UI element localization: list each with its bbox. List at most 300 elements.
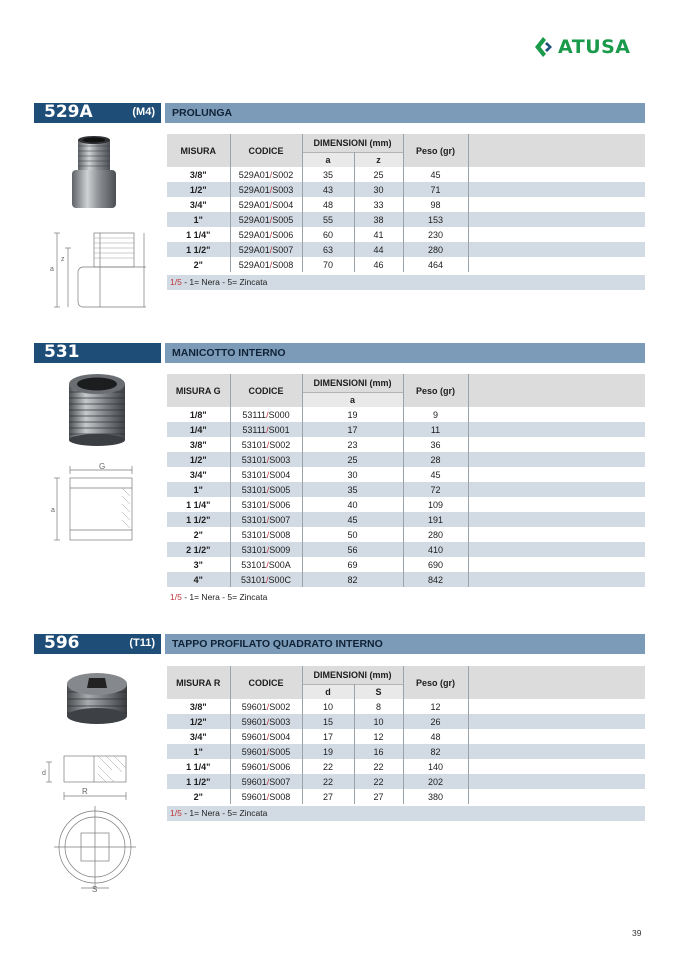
col-header-weight: Peso (gr) [403, 134, 468, 167]
product-code: 531 [44, 342, 80, 362]
code-slash: / [266, 499, 270, 510]
cell-size: 1 1/2" [167, 774, 230, 789]
cell-code [230, 744, 302, 759]
code-slash: / [266, 514, 270, 525]
table-row [167, 467, 645, 482]
product-photo-529a [66, 134, 126, 214]
cell-dim-a: 35 [302, 482, 403, 497]
cell-dim-z: 41 [354, 227, 403, 242]
code-suffix: S002 [272, 169, 294, 180]
cell-blank [468, 572, 645, 587]
cell-dim-a: 19 [302, 407, 403, 422]
cell-size: 1 1/4" [167, 759, 230, 774]
code-prefix: 529A01 [238, 169, 270, 180]
dim-label: R [82, 787, 88, 796]
footnote-prefix: 1/5 [170, 592, 182, 602]
cell-dim-a: 25 [302, 452, 403, 467]
cell-dim-d: 10 [302, 699, 354, 714]
table-row [167, 452, 645, 467]
code-suffix: S004 [269, 469, 291, 480]
code-suffix: S003 [269, 716, 291, 727]
cell-weight: 82 [403, 744, 468, 759]
cell-weight: 140 [403, 759, 468, 774]
dim-label: G [99, 462, 106, 471]
col-header-code: CODICE [230, 134, 302, 167]
cell-weight: 48 [403, 729, 468, 744]
code-suffix: S008 [269, 791, 291, 802]
cell-size: 2 1/2" [167, 542, 230, 557]
cell-blank [468, 699, 645, 714]
cell-blank [468, 182, 645, 197]
cell-weight: 230 [403, 227, 468, 242]
code-slash: / [269, 169, 273, 180]
cell-dim-z: 25 [354, 167, 403, 182]
cell-dim-z: 46 [354, 257, 403, 272]
cell-dim-z: 30 [354, 182, 403, 197]
footnote-text: - 1= Nera - 5= Zincata [181, 277, 268, 287]
product-title-bar [165, 634, 645, 654]
code-prefix: 529A01 [238, 199, 270, 210]
code-suffix: S006 [269, 761, 291, 772]
cell-code [230, 437, 302, 452]
cell-code [230, 182, 302, 197]
table-row [167, 167, 645, 182]
col-header-dims: DIMENSIONI (mm) [302, 374, 403, 392]
dim-label: d [42, 770, 46, 777]
table-row [167, 512, 645, 527]
code-suffix: S00C [268, 574, 292, 585]
table-row [167, 482, 645, 497]
cell-dim-a: 30 [302, 467, 403, 482]
cell-size: 2" [167, 789, 230, 804]
code-prefix: 529A01 [238, 259, 270, 270]
table-footnote [167, 590, 645, 605]
spec-table-531 [167, 374, 645, 587]
table-row [167, 557, 645, 572]
cell-size: 3/8" [167, 699, 230, 714]
cell-weight: 690 [403, 557, 468, 572]
table-row [167, 422, 645, 437]
cell-weight: 98 [403, 197, 468, 212]
code-slash: / [266, 424, 269, 435]
cell-blank [468, 542, 645, 557]
code-slash: / [269, 214, 273, 225]
code-suffix: S007 [269, 514, 291, 525]
code-slash: / [266, 544, 270, 555]
cell-blank [468, 744, 645, 759]
table-row [167, 774, 645, 789]
dim-label: a [50, 266, 54, 273]
cell-blank [468, 452, 645, 467]
code-slash: / [266, 701, 270, 712]
cell-size: 1/2" [167, 182, 230, 197]
cell-size: 1 1/2" [167, 242, 230, 257]
code-prefix: 59601 [241, 701, 267, 712]
code-prefix: 529A01 [238, 184, 270, 195]
code-slash: / [269, 244, 273, 255]
table-row [167, 437, 645, 452]
technical-drawing-529a [50, 228, 146, 312]
cell-dim-z: 44 [354, 242, 403, 257]
product-code: 596 [44, 633, 80, 653]
product-title: PROLUNGA [172, 107, 233, 119]
cell-size: 1 1/4" [167, 497, 230, 512]
cell-weight: 380 [403, 789, 468, 804]
code-slash: / [266, 409, 269, 420]
cell-dim-a: 63 [302, 242, 354, 257]
footnote-text: - 1= Nera - 5= Zincata [181, 592, 268, 602]
cell-blank [468, 467, 645, 482]
code-suffix: S008 [269, 529, 291, 540]
table-row [167, 212, 645, 227]
cell-code [230, 497, 302, 512]
cell-dim-s: 27 [354, 789, 403, 804]
code-suffix: S004 [269, 731, 291, 742]
cell-blank [468, 422, 645, 437]
col-header-dim-s: S [354, 684, 403, 699]
cell-blank [468, 759, 645, 774]
spec-table-529a [167, 134, 645, 272]
cell-weight: 11 [403, 422, 468, 437]
cell-size: 3/4" [167, 197, 230, 212]
cell-dim-z: 33 [354, 197, 403, 212]
footnote-text: - 1= Nera - 5= Zincata [181, 808, 268, 818]
code-slash: / [266, 791, 270, 802]
cell-code [230, 452, 302, 467]
code-slash: / [266, 716, 270, 727]
code-slash: / [266, 761, 270, 772]
cell-weight: 153 [403, 212, 468, 227]
brand-name: ATUSA [558, 36, 631, 58]
cell-blank [468, 437, 645, 452]
cell-dim-a: 82 [302, 572, 403, 587]
code-suffix: S006 [272, 229, 294, 240]
cell-weight: 191 [403, 512, 468, 527]
code-prefix: 53101 [241, 484, 267, 495]
cell-code [230, 227, 302, 242]
cell-dim-d: 22 [302, 774, 354, 789]
cell-size: 1" [167, 482, 230, 497]
code-prefix: 59601 [241, 776, 267, 787]
section-531 [0, 343, 678, 363]
cell-blank [468, 227, 645, 242]
cell-blank [468, 497, 645, 512]
cell-dim-s: 10 [354, 714, 403, 729]
code-slash: / [266, 731, 270, 742]
table-row [167, 572, 645, 587]
code-prefix: 59601 [241, 746, 267, 757]
code-suffix: S006 [269, 499, 291, 510]
col-header-dim-z: z [354, 152, 403, 167]
code-prefix: 529A01 [238, 244, 270, 255]
code-prefix: 53101 [241, 559, 267, 570]
cell-weight: 842 [403, 572, 468, 587]
code-slash: / [269, 184, 273, 195]
cell-dim-a: 70 [302, 257, 354, 272]
product-code-bar [34, 103, 161, 123]
cell-size: 1 1/4" [167, 227, 230, 242]
cell-code [230, 212, 302, 227]
cell-dim-a: 45 [302, 512, 403, 527]
product-title-bar [165, 343, 645, 363]
cell-code [230, 467, 302, 482]
col-header-blank [468, 666, 645, 699]
cell-dim-d: 27 [302, 789, 354, 804]
cell-weight: 280 [403, 242, 468, 257]
cell-blank [468, 167, 645, 182]
table-row [167, 257, 645, 272]
code-slash: / [266, 529, 270, 540]
cell-code [230, 407, 302, 422]
code-prefix: 53101 [241, 499, 267, 510]
code-suffix: S003 [272, 184, 294, 195]
dim-label: a [51, 507, 55, 514]
code-suffix: S009 [269, 544, 291, 555]
col-header-weight: Peso (gr) [403, 666, 468, 699]
code-suffix: S008 [272, 259, 294, 270]
code-prefix: 53101 [240, 574, 266, 585]
cell-dim-d: 17 [302, 729, 354, 744]
cell-weight: 28 [403, 452, 468, 467]
cell-dim-a: 50 [302, 527, 403, 542]
cell-weight: 410 [403, 542, 468, 557]
cell-size: 1/2" [167, 714, 230, 729]
code-suffix: S00A [268, 559, 291, 570]
cell-blank [468, 407, 645, 422]
cell-code [230, 572, 302, 587]
cell-size: 1" [167, 744, 230, 759]
code-suffix: S005 [269, 484, 291, 495]
cell-weight: 72 [403, 482, 468, 497]
col-header-weight: Peso (gr) [403, 374, 468, 407]
cell-blank [468, 212, 645, 227]
cell-size: 1/4" [167, 422, 230, 437]
cell-dim-a: 17 [302, 422, 403, 437]
code-suffix: S004 [272, 199, 294, 210]
cell-dim-a: 60 [302, 227, 354, 242]
cell-code [230, 699, 302, 714]
col-header-blank [468, 374, 645, 407]
product-title: MANICOTTO INTERNO [172, 347, 286, 359]
product-code: 529A [44, 102, 93, 122]
cell-size: 1" [167, 212, 230, 227]
cell-size: 3/8" [167, 437, 230, 452]
table-row [167, 714, 645, 729]
cell-weight: 45 [403, 467, 468, 482]
cell-code [230, 542, 302, 557]
cell-dim-s: 22 [354, 774, 403, 789]
cell-size: 3" [167, 557, 230, 572]
cell-dim-a: 43 [302, 182, 354, 197]
col-header-size: MISURA G [167, 374, 230, 407]
code-slash: / [269, 259, 273, 270]
col-header-code: CODICE [230, 666, 302, 699]
table-row [167, 497, 645, 512]
table-footnote [167, 275, 645, 290]
product-photo-596 [62, 664, 132, 728]
cell-blank [468, 557, 645, 572]
code-slash: / [266, 454, 270, 465]
cell-size: 2" [167, 257, 230, 272]
cell-blank [468, 714, 645, 729]
code-slash: / [266, 574, 269, 585]
cell-dim-a: 69 [302, 557, 403, 572]
cell-dim-a: 48 [302, 197, 354, 212]
cell-weight: 71 [403, 182, 468, 197]
cell-code [230, 789, 302, 804]
table-footnote [167, 806, 645, 821]
cell-code [230, 197, 302, 212]
cell-code [230, 714, 302, 729]
cell-code [230, 729, 302, 744]
table-row [167, 789, 645, 804]
table-row [167, 197, 645, 212]
code-slash: / [266, 776, 270, 787]
code-prefix: 53101 [241, 454, 267, 465]
cell-code [230, 167, 302, 182]
col-header-dim-d: d [302, 684, 354, 699]
cell-dim-a: 56 [302, 542, 403, 557]
cell-blank [468, 512, 645, 527]
code-suffix: S000 [268, 409, 290, 420]
code-slash: / [266, 746, 270, 757]
cell-blank [468, 527, 645, 542]
dim-label: z [61, 256, 65, 263]
col-header-dims: DIMENSIONI (mm) [302, 666, 403, 684]
code-suffix: S005 [269, 746, 291, 757]
cell-dim-a: 35 [302, 167, 354, 182]
cell-code [230, 422, 302, 437]
code-slash: / [269, 229, 273, 240]
table-row [167, 407, 645, 422]
cell-code [230, 774, 302, 789]
cell-size: 1/8" [167, 407, 230, 422]
table-row [167, 527, 645, 542]
table-row [167, 744, 645, 759]
product-title-bar [165, 103, 645, 123]
cell-blank [468, 242, 645, 257]
product-code-bar [34, 343, 161, 363]
cell-weight: 202 [403, 774, 468, 789]
code-prefix: 59601 [241, 731, 267, 742]
cell-dim-s: 8 [354, 699, 403, 714]
cell-dim-z: 38 [354, 212, 403, 227]
table-row [167, 227, 645, 242]
code-slash: / [266, 484, 270, 495]
col-header-dim-a: a [302, 392, 403, 407]
code-prefix: 59601 [241, 716, 267, 727]
col-header-dim-a: a [302, 152, 354, 167]
cell-size: 2" [167, 527, 230, 542]
col-header-size: MISURA R [167, 666, 230, 699]
col-header-blank [468, 134, 645, 167]
cell-size: 3/4" [167, 729, 230, 744]
cell-blank [468, 257, 645, 272]
cell-code [230, 257, 302, 272]
code-suffix: S001 [268, 424, 290, 435]
table-row [167, 729, 645, 744]
cell-blank [468, 197, 645, 212]
code-slash: / [269, 199, 273, 210]
col-header-size: MISURA [167, 134, 230, 167]
footnote-prefix: 1/5 [170, 808, 182, 818]
cell-size: 1/2" [167, 452, 230, 467]
cell-code [230, 482, 302, 497]
footnote-prefix: 1/5 [170, 277, 182, 287]
cell-blank [468, 774, 645, 789]
cell-weight: 45 [403, 167, 468, 182]
code-prefix: 53111 [242, 424, 267, 435]
code-suffix: S007 [272, 244, 294, 255]
cell-dim-s: 16 [354, 744, 403, 759]
cell-code [230, 527, 302, 542]
cell-weight: 9 [403, 407, 468, 422]
cell-code [230, 242, 302, 257]
code-prefix: 53111 [242, 409, 267, 420]
cell-size: 3/8" [167, 167, 230, 182]
code-slash: / [266, 439, 270, 450]
code-slash: / [266, 469, 270, 480]
code-suffix: S003 [269, 454, 291, 465]
cell-code [230, 512, 302, 527]
page-number: 39 [632, 928, 642, 938]
table-row [167, 542, 645, 557]
table-row [167, 182, 645, 197]
cell-code [230, 557, 302, 572]
code-prefix: 53101 [241, 439, 267, 450]
product-photo-531 [62, 370, 132, 450]
code-suffix: S007 [269, 776, 291, 787]
cell-weight: 280 [403, 527, 468, 542]
cell-size: 4" [167, 572, 230, 587]
table-row [167, 759, 645, 774]
cell-dim-d: 19 [302, 744, 354, 759]
dim-label: S [92, 885, 98, 894]
code-slash: / [266, 559, 269, 570]
code-prefix: 53101 [241, 544, 267, 555]
code-prefix: 59601 [241, 791, 267, 802]
code-prefix: 59601 [241, 761, 267, 772]
code-prefix: 53101 [241, 469, 267, 480]
cell-weight: 26 [403, 714, 468, 729]
cell-weight: 36 [403, 437, 468, 452]
product-subcode: (T11) [129, 637, 155, 649]
code-prefix: 529A01 [238, 229, 270, 240]
cell-dim-a: 23 [302, 437, 403, 452]
technical-drawing-596 [42, 742, 138, 894]
cell-dim-s: 12 [354, 729, 403, 744]
col-header-code: CODICE [230, 374, 302, 407]
technical-drawing-531 [50, 462, 142, 548]
cell-blank [468, 482, 645, 497]
col-header-dims: DIMENSIONI (mm) [302, 134, 403, 152]
cell-dim-d: 22 [302, 759, 354, 774]
code-prefix: 53101 [241, 529, 267, 540]
cell-code [230, 759, 302, 774]
cell-weight: 109 [403, 497, 468, 512]
cell-dim-a: 55 [302, 212, 354, 227]
cell-weight: 464 [403, 257, 468, 272]
cell-weight: 12 [403, 699, 468, 714]
section-596 [0, 634, 678, 654]
cell-size: 3/4" [167, 467, 230, 482]
code-suffix: S002 [269, 701, 291, 712]
product-title: TAPPO PROFILATO QUADRATO INTERNO [172, 638, 383, 650]
code-suffix: S005 [272, 214, 294, 225]
cell-dim-d: 15 [302, 714, 354, 729]
product-subcode: (M4) [132, 106, 155, 118]
brand-logo [534, 34, 648, 60]
